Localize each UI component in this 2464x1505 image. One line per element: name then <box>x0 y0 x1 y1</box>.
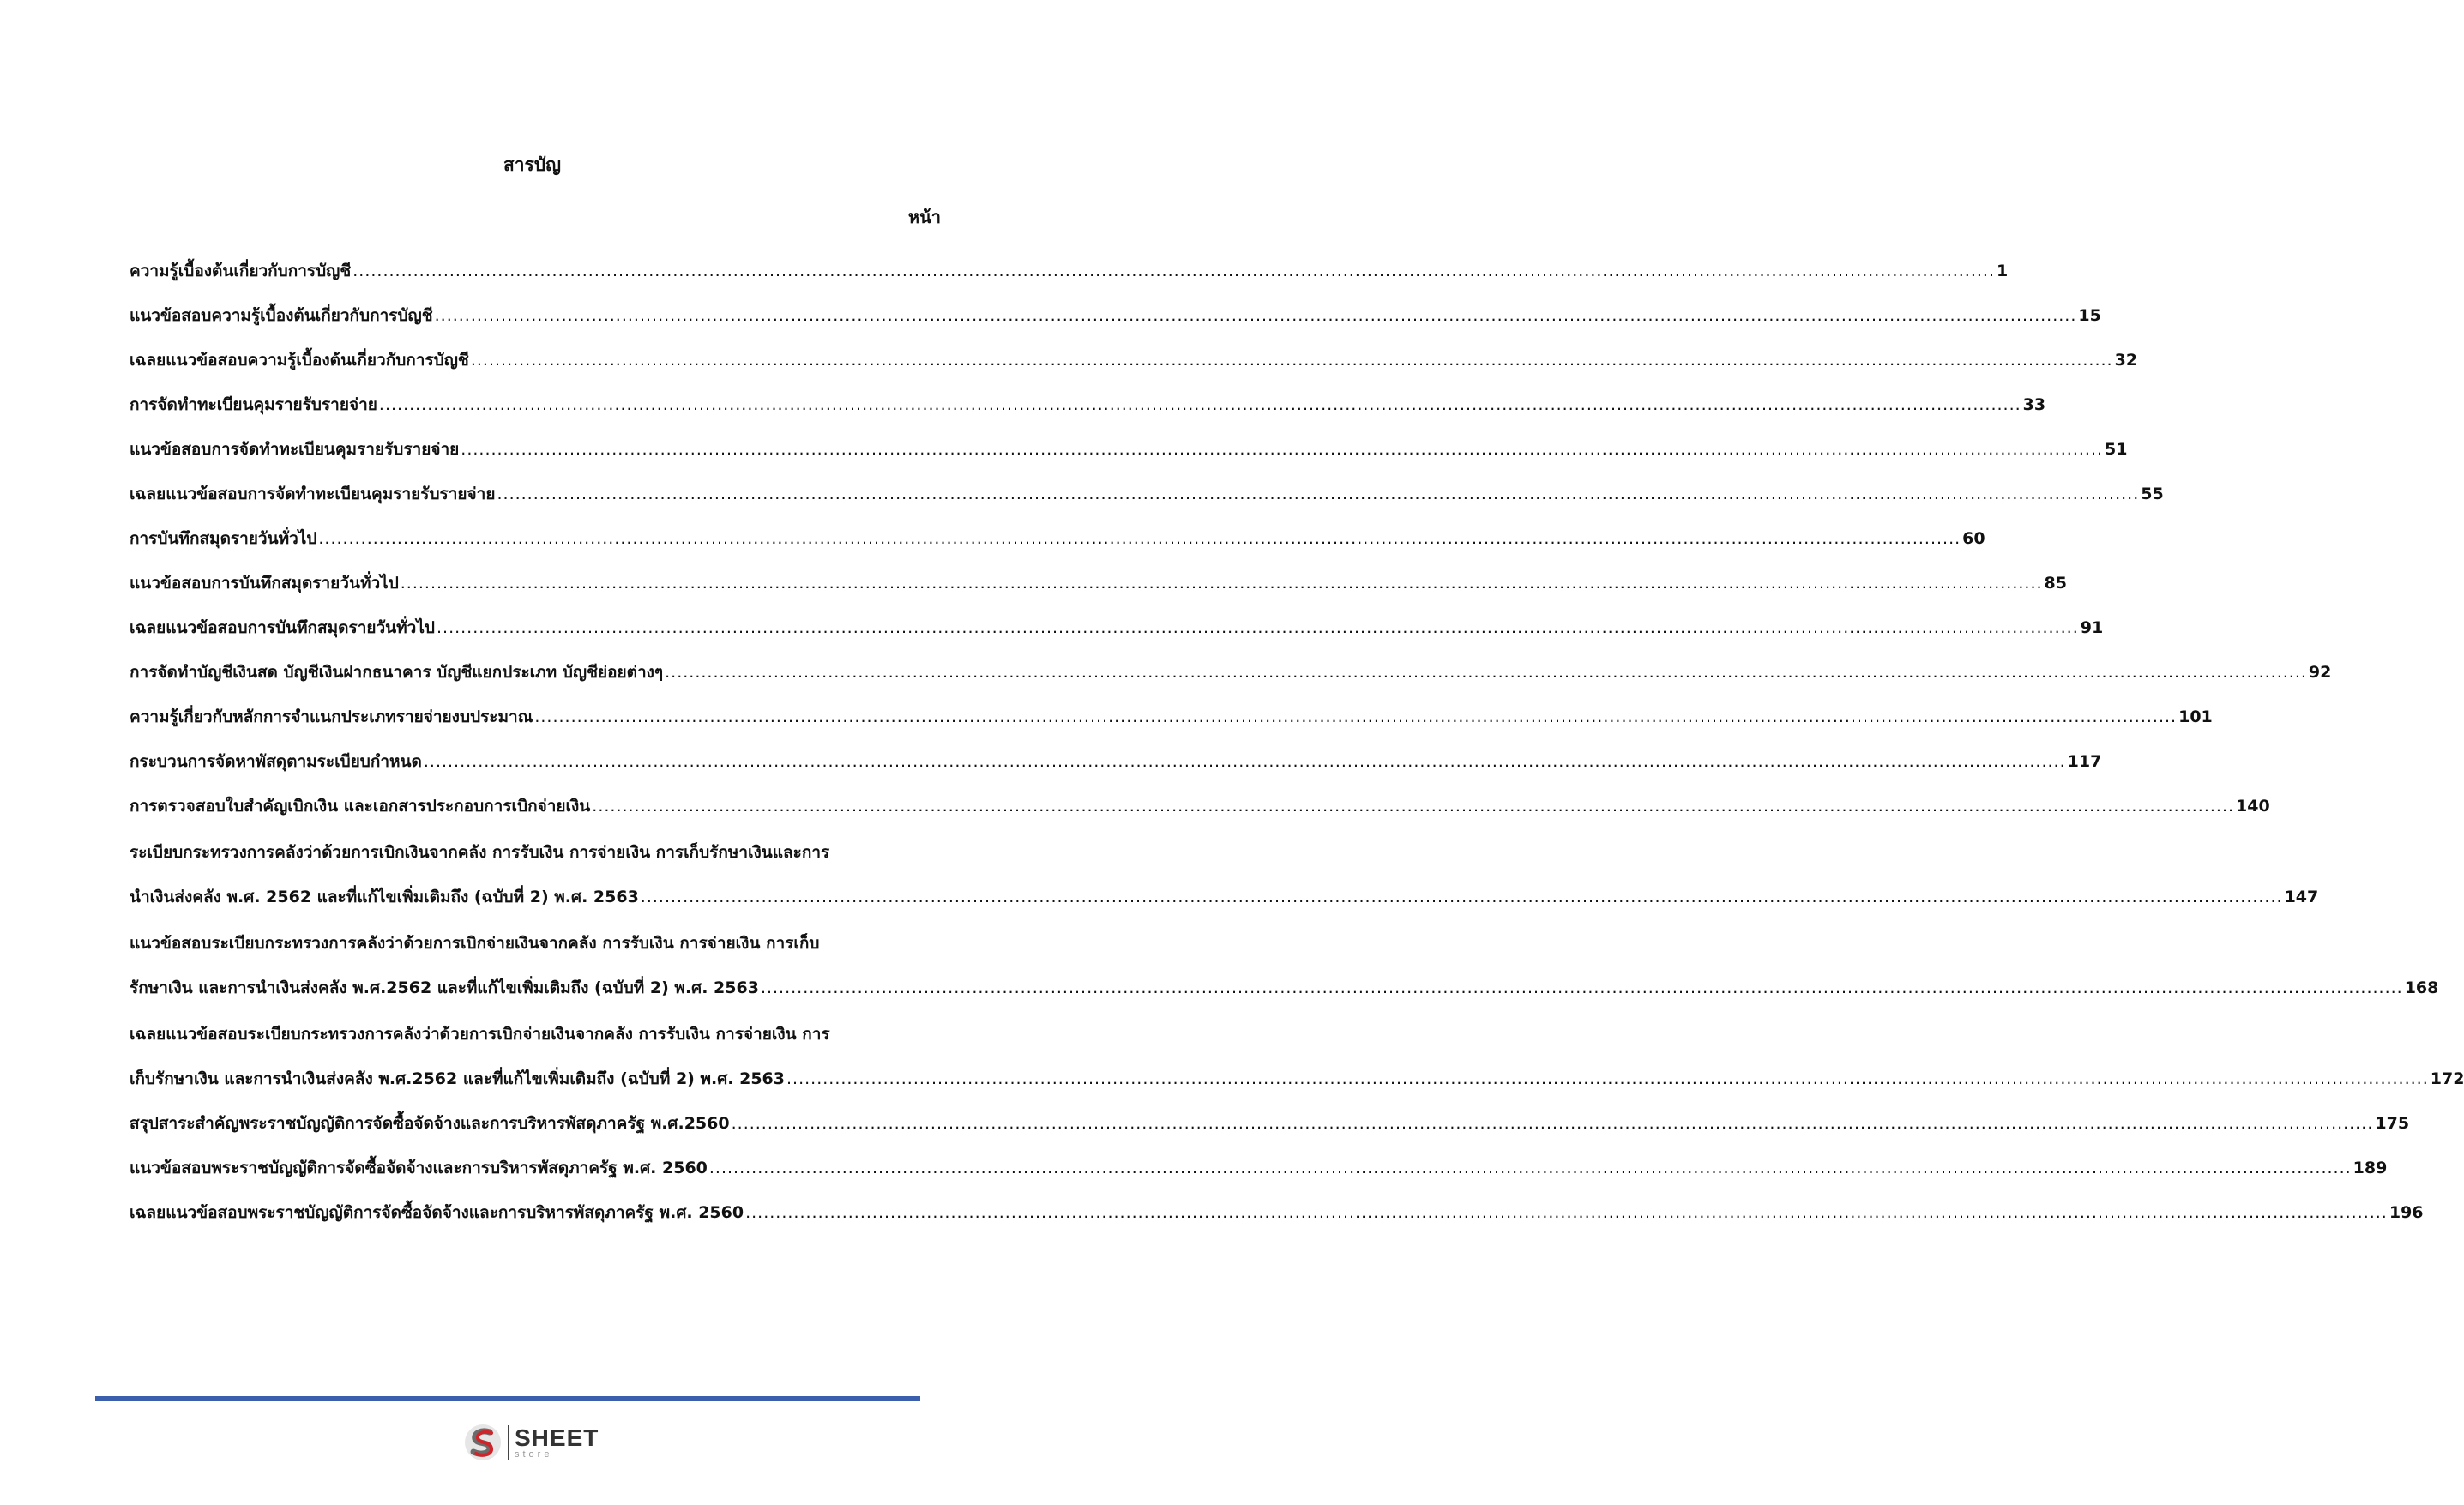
logo-sub-text: store <box>515 1448 553 1460</box>
toc-entry-text: เฉลยแนวข้อสอบการบันทึกสมุดรายวันทั่วไป <box>130 618 435 637</box>
toc-page-number: 33 <box>2022 395 2046 414</box>
toc-entry[interactable] <box>130 739 2102 784</box>
toc-page-number: 140 <box>2236 797 2270 816</box>
logo-separator <box>508 1425 509 1460</box>
dot-leader <box>592 784 2234 828</box>
toc-entry[interactable] <box>130 830 2319 919</box>
dot-leader <box>401 561 2043 605</box>
footer-divider <box>95 1396 920 1401</box>
table-of-contents <box>130 249 2464 1235</box>
dot-leader <box>424 739 2066 784</box>
page-title: สารบัญ <box>503 154 562 175</box>
toc-page-number: 1 <box>1997 262 2009 280</box>
dot-leader <box>732 1101 2374 1146</box>
toc-entry-text: กระบวนการจัดหาพัสดุตามระเบียบกำหนด <box>130 752 422 771</box>
dot-leader <box>745 1190 2388 1235</box>
toc-page-number: 117 <box>2067 752 2102 771</box>
toc-entry-text: นำเงินส่งคลัง พ.ศ. 2562 และที่แก้ไขเพิ่มเติมถึง (ฉบับที่ 2) พ.ศ. 2563 <box>130 888 639 906</box>
toc-entry-text: แนวข้อสอบการบันทึกสมุดรายวันทั่วไป <box>130 574 399 593</box>
toc-entry-text: แนวข้อสอบความรู้เบื้องต้นเกี่ยวกับการบัญชี <box>130 306 433 325</box>
toc-entry[interactable] <box>130 338 2138 382</box>
dot-leader <box>786 1057 2429 1101</box>
toc-page-number: 101 <box>2178 707 2213 726</box>
toc-entry-text: การจัดทำบัญชีเงินสด บัญชีเงินฝากธนาคาร บัญชีแยกประเภท บัญชีย่อยต่างๆ <box>130 663 664 682</box>
toc-page-number: 55 <box>2141 485 2164 503</box>
toc-page-number: 175 <box>2375 1114 2410 1133</box>
toc-entry-text: สรุปสาระสำคัญพระราชบัญญัติการจัดซื้อจัดจ้างและการบริหารพัสดุภาครัฐ พ.ศ.2560 <box>130 1114 730 1133</box>
toc-entry-text: การจัดทำทะเบียนคุมรายรับรายจ่าย <box>130 395 377 414</box>
toc-page-number: 168 <box>2404 978 2439 997</box>
toc-entry[interactable] <box>130 382 2046 427</box>
toc-entry-text: ความรู้เบื้องต้นเกี่ยวกับการบัญชี <box>130 262 352 280</box>
toc-entry-text: แนวข้อสอบระเบียบกระทรวงการคลังว่าด้วยการเบิกจ่ายเงินจากคลัง การรับเงิน การจ่ายเงิน การเก็บ <box>130 934 820 953</box>
dot-leader <box>534 695 2177 739</box>
logo-s-icon <box>463 1423 503 1462</box>
toc-entry[interactable] <box>130 293 2101 338</box>
toc-page-number: 15 <box>2078 306 2101 325</box>
toc-entry[interactable] <box>130 249 2009 293</box>
toc-entry-text: ระเบียบกระทรวงการคลังว่าด้วยการเบิกเงินจากคลัง การรับเงิน การจ่ายเงิน การเก็บรักษาเงินและการ <box>130 843 830 862</box>
toc-entry[interactable] <box>130 516 1985 561</box>
toc-page-number: 172 <box>2430 1069 2464 1088</box>
dot-leader <box>437 605 2079 650</box>
toc-entry[interactable] <box>130 695 2213 739</box>
dot-leader <box>641 875 2283 919</box>
toc-entry[interactable] <box>130 472 2164 516</box>
toc-entry[interactable] <box>130 561 2067 605</box>
dot-leader <box>435 293 2077 338</box>
dot-leader <box>318 516 1961 561</box>
toc-page-number: 147 <box>2284 888 2319 906</box>
toc-entry-text: การตรวจสอบใบสำคัญเบิกเงิน และเอกสารประกอบการเบิกจ่ายเงิน <box>130 797 591 816</box>
dot-leader <box>709 1146 2352 1190</box>
toc-entry[interactable] <box>130 784 2270 828</box>
toc-page-number: 51 <box>2105 440 2128 459</box>
toc-entry-text: รักษาเงิน และการนำเงินส่งคลัง พ.ศ.2562 และที่แก้ไขเพิ่มเติมถึง (ฉบับที่ 2) พ.ศ. 2563 <box>130 978 759 997</box>
dot-leader <box>665 650 2307 695</box>
toc-entry[interactable] <box>130 1012 2464 1101</box>
toc-page-number: 196 <box>2389 1203 2424 1222</box>
toc-entry[interactable] <box>130 1190 2424 1235</box>
toc-entry[interactable] <box>130 427 2128 472</box>
sheet-store-logo <box>463 1422 599 1463</box>
toc-entry-text: แนวข้อสอบการจัดทำทะเบียนคุมรายรับรายจ่าย <box>130 440 460 459</box>
dot-leader <box>471 338 2113 382</box>
toc-entry-text: ความรู้เกี่ยวกับหลักการจำแนกประเภทรายจ่ายงบประมาณ <box>130 707 533 726</box>
logo-brand-text: SHEET <box>515 1424 599 1451</box>
toc-entry-text: การบันทึกสมุดรายวันทั่วไป <box>130 529 317 548</box>
toc-entry[interactable] <box>130 1101 2410 1146</box>
toc-page-number: 91 <box>2080 618 2104 637</box>
dot-leader <box>379 382 2021 427</box>
toc-entry-text: เฉลยแนวข้อสอบพระราชบัญญัติการจัดซื้อจัดจ้างและการบริหารพัสดุภาครัฐ พ.ศ. 2560 <box>130 1203 744 1222</box>
dot-leader <box>461 427 2103 472</box>
toc-page-number: 85 <box>2044 574 2067 593</box>
page-column-header: หน้า <box>907 207 941 227</box>
toc-page-number: 92 <box>2308 663 2332 682</box>
toc-page-number: 60 <box>1962 529 1985 548</box>
toc-entry[interactable] <box>130 921 2439 1010</box>
toc-page-number: 189 <box>2353 1159 2388 1177</box>
toc-entry-text: แนวข้อสอบพระราชบัญญัติการจัดซื้อจัดจ้างและการบริหารพัสดุภาครัฐ พ.ศ. 2560 <box>130 1159 708 1177</box>
toc-entry[interactable] <box>130 650 2332 695</box>
toc-entry[interactable] <box>130 605 2104 650</box>
toc-entry[interactable] <box>130 1146 2388 1190</box>
toc-entry-text: เฉลยแนวข้อสอบระเบียบกระทรวงการคลังว่าด้วยการเบิกจ่ายเงินจากคลัง การรับเงิน การจ่ายเงิน การ <box>130 1025 830 1044</box>
toc-entry-text: เฉลยแนวข้อสอบการจัดทำทะเบียนคุมรายรับรายจ่าย <box>130 485 496 503</box>
dot-leader <box>497 472 2139 516</box>
toc-entry-text: เก็บรักษาเงิน และการนำเงินส่งคลัง พ.ศ.2562 และที่แก้ไขเพิ่มเติมถึง (ฉบับที่ 2) พ.ศ. 2563 <box>130 1069 785 1088</box>
dot-leader <box>761 966 2403 1010</box>
dot-leader <box>352 249 1995 293</box>
toc-page-number: 32 <box>2114 351 2138 370</box>
toc-entry-text: เฉลยแนวข้อสอบความรู้เบื้องต้นเกี่ยวกับการบัญชี <box>130 351 469 370</box>
